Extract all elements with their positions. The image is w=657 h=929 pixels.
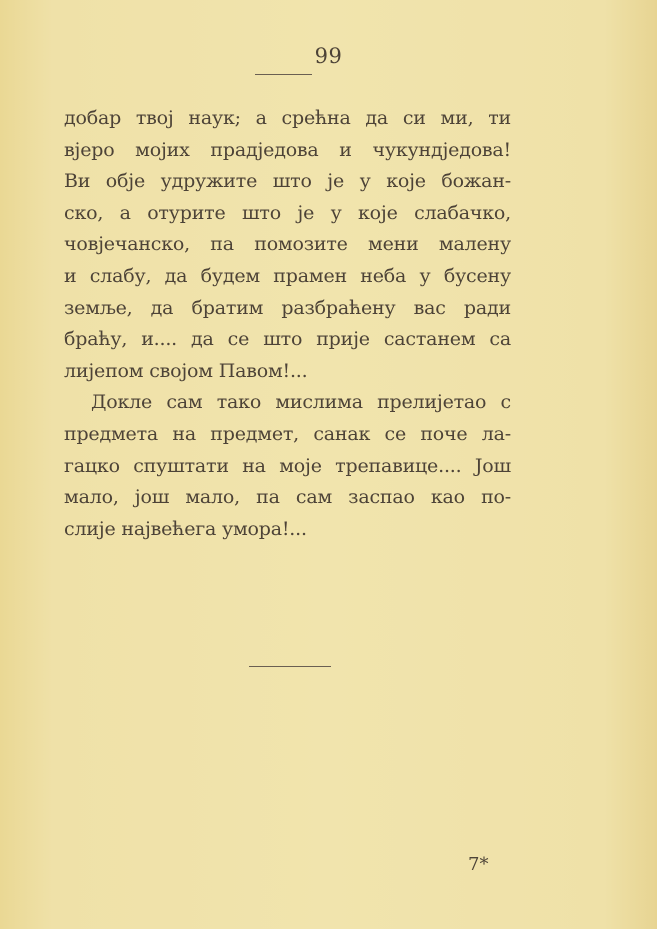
page-number-underline (255, 74, 312, 75)
page-number: 99 (314, 44, 343, 68)
text-line: и слабу, да будем прамен неба у бусену (64, 264, 511, 287)
text-line: Ви обје удружите што је у које божан- (64, 170, 511, 193)
text-line: слије највећега умора!... (64, 517, 307, 540)
text-line: гацко спуштати на моје трепавице.... Још (64, 454, 511, 477)
text-line: ско, а отурите што је у које слабачко, (64, 201, 511, 224)
text-line: браћу, и.... да се што прије састанем са (64, 328, 511, 351)
text-line: лијепом својом Павом!... (64, 359, 308, 382)
text-line: вјеро мојих прадједова и чукундједова! (64, 138, 511, 161)
text-line: мало, још мало, па сам заспао као по- (64, 486, 511, 509)
text-line: човјечанско, па помозите мени малену (64, 233, 511, 256)
signature-mark: 7* (468, 854, 489, 875)
section-divider (249, 666, 331, 667)
text-line: Докле сам тако мислима прелијетао с (91, 391, 511, 414)
text-line: предмета на предмет, санак се поче ла- (64, 422, 511, 445)
text-line: земље, да братим разбраћену вас ради (64, 296, 511, 319)
body-text (64, 103, 511, 545)
text-line: добар твој наук; а срећна да си ми, ти (64, 107, 511, 129)
